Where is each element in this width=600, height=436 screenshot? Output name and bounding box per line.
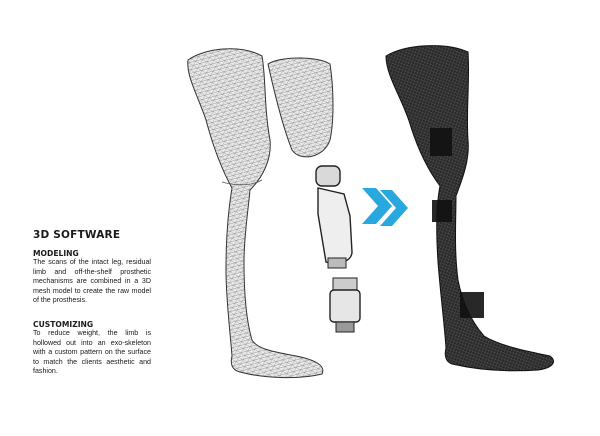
section-heading: MODELING: [33, 249, 79, 258]
section-heading: CUSTOMIZING: [33, 319, 94, 329]
section-body: To reduce weight, the limb is hollowed out into an exo-skeleton with a custom pattern on the surface to match the clients aesthetic and fashion.: [33, 328, 151, 376]
page-title: 3D SOFTWARE: [33, 229, 121, 241]
prosthesis-mesh-icon: [386, 46, 554, 371]
knee-mechanism-icon: [316, 166, 352, 268]
text-panel: [33, 229, 151, 377]
residual-limb-icon: [268, 58, 333, 157]
double-chevron-right-icon: [362, 188, 408, 226]
section-customizing: [33, 320, 151, 377]
section-modeling: [33, 249, 151, 306]
section-body: The scans of the intact leg, residual limb and off-the-shelf prosthetic mechanisms are combined in a 3D mesh model to create the raw model of the prosthesis.: [33, 258, 151, 305]
ankle-mechanism-icon: [330, 278, 360, 332]
